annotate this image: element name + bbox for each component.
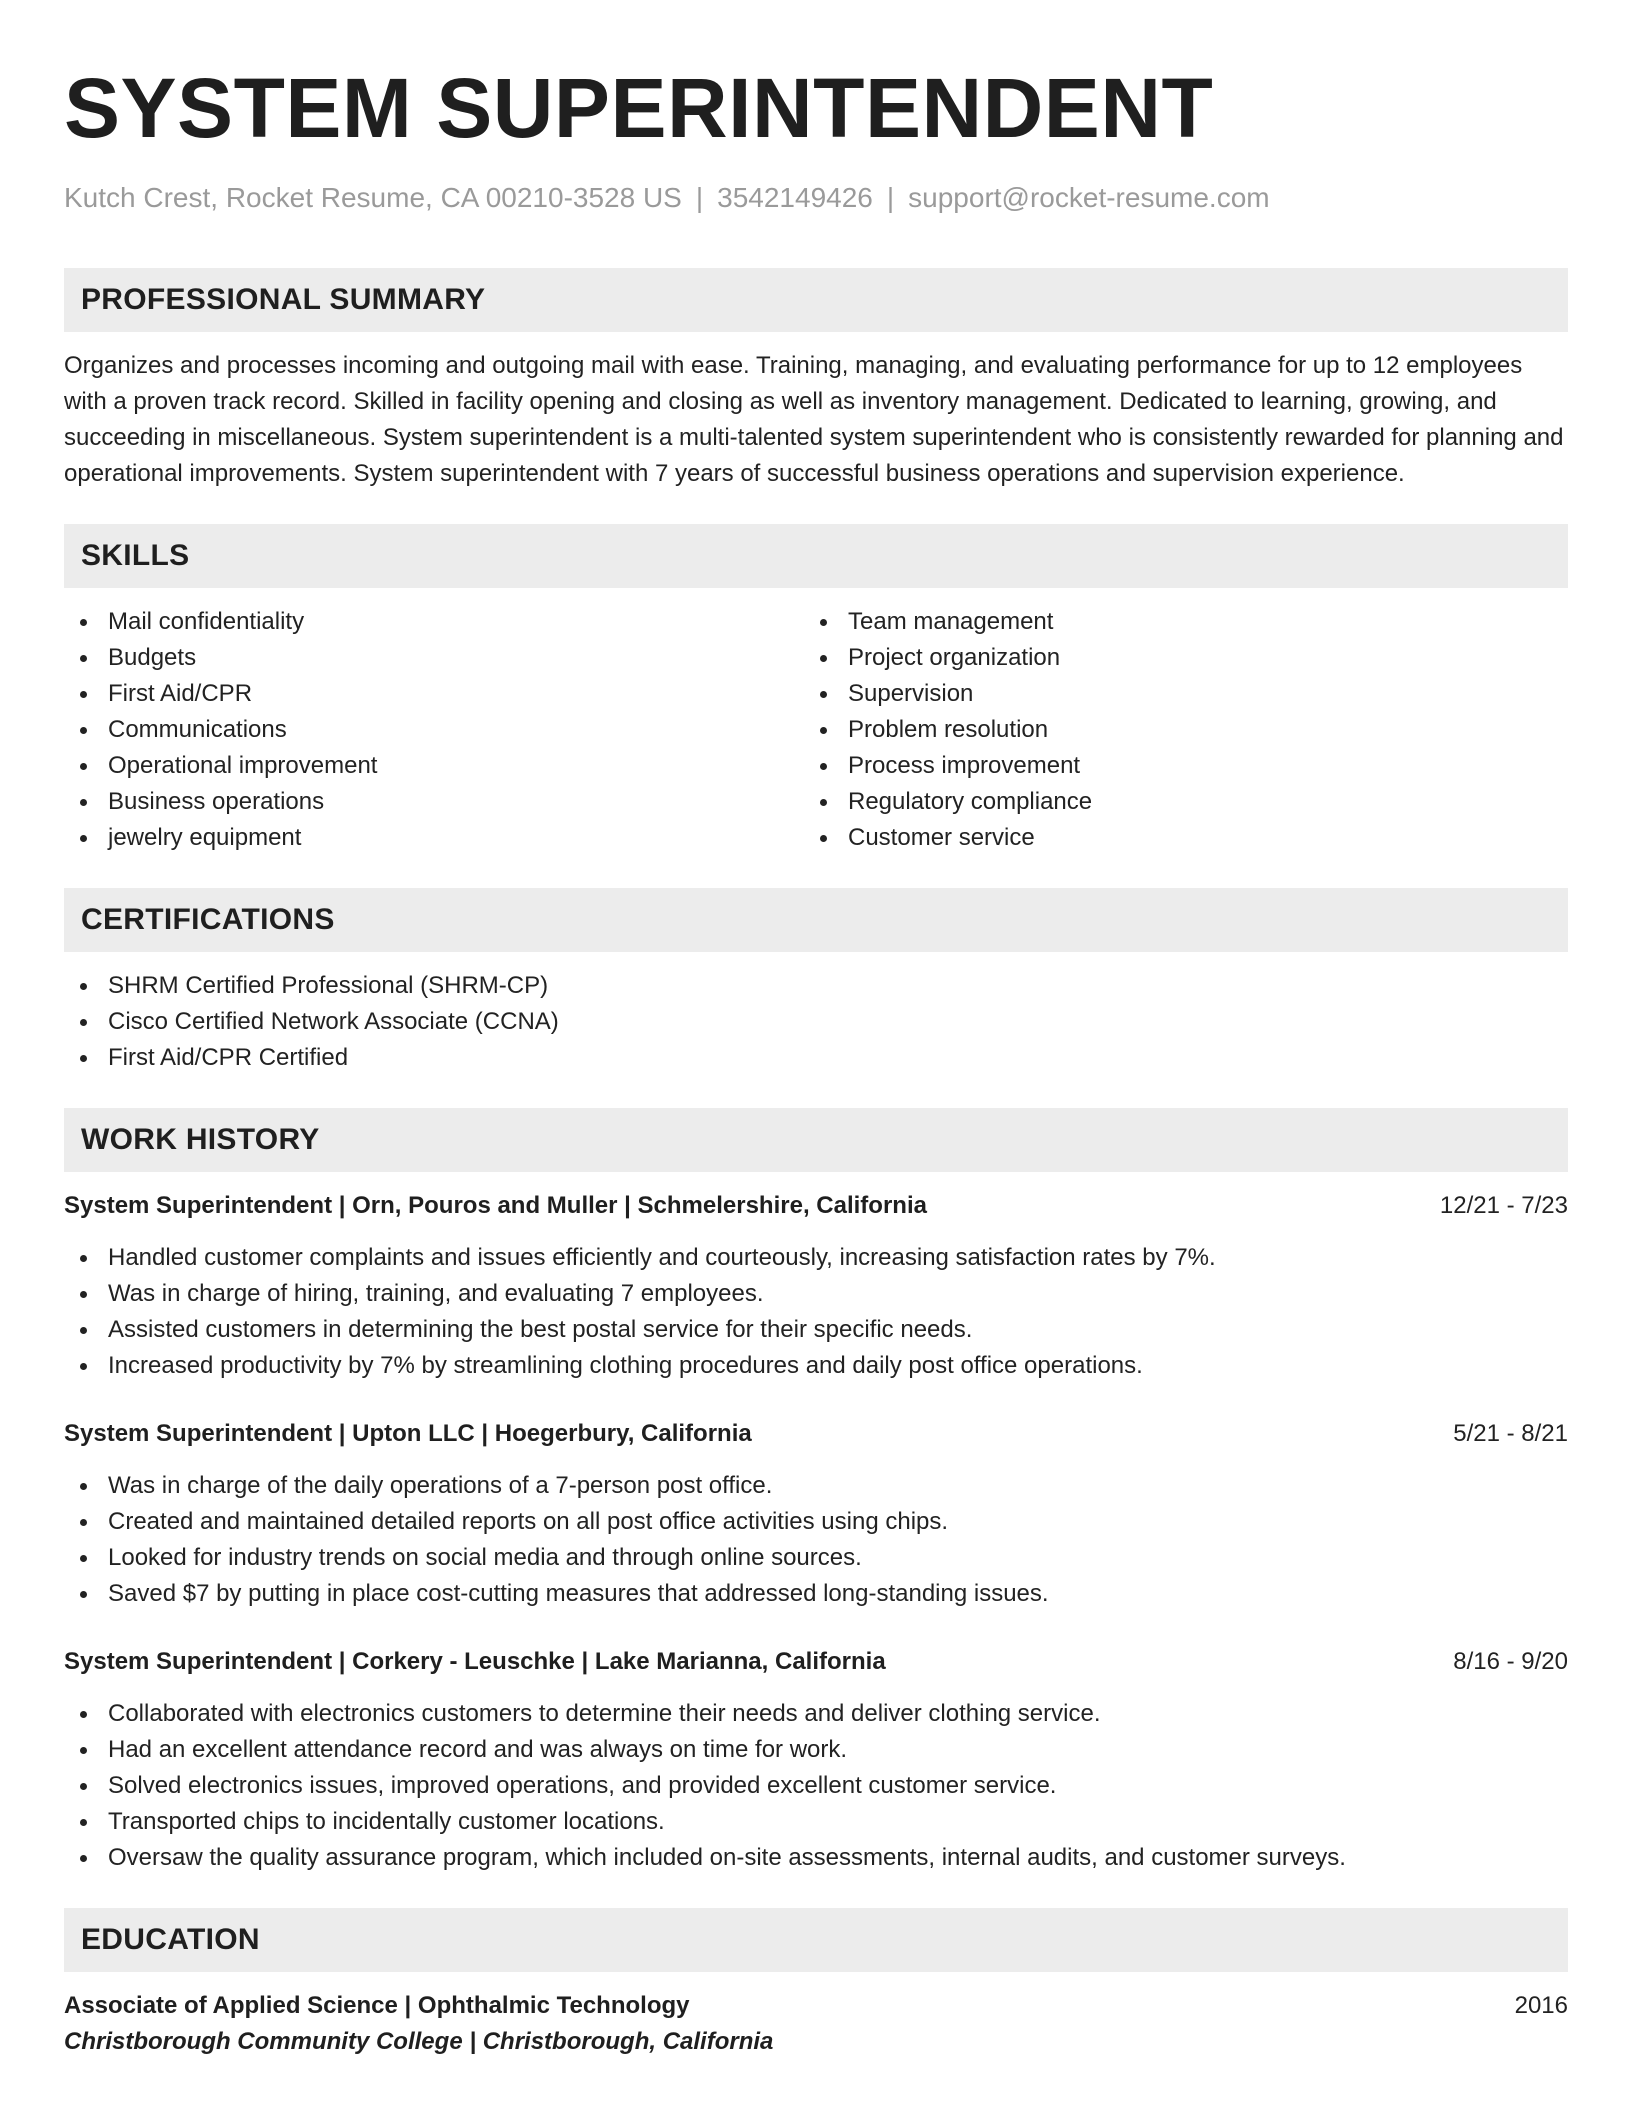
job-bullet: Was in charge of hiring, training, and evaluating 7 employees. — [64, 1276, 1568, 1312]
education-school: Christborough Community College | Christborough, California — [64, 2028, 774, 2055]
skills-section-header — [64, 524, 1568, 588]
contact-line — [64, 180, 1568, 216]
job-bullet: Collaborated with electronics customers to determine their needs and deliver clothing service. — [64, 1696, 1568, 1732]
job-bullet: Created and maintained detailed reports on all post office activities using chips. — [64, 1504, 1568, 1540]
skill-item: Team management — [804, 604, 1544, 640]
certification-item: Cisco Certified Network Associate (CCNA) — [64, 1004, 1568, 1040]
job-dates: 12/21 - 7/23 — [1439, 1192, 1568, 1219]
certification-item: First Aid/CPR Certified — [64, 1040, 1568, 1076]
certifications-list — [64, 968, 1568, 1076]
job-bullet: Increased productivity by 7% by streamlining clothing procedures and daily post office operations. — [64, 1348, 1568, 1384]
skill-item: Regulatory compliance — [804, 784, 1544, 820]
education-entry — [64, 1988, 1568, 2060]
candidate-name: SYSTEM SUPERINTENDENT — [64, 61, 1214, 155]
skill-item: Process improvement — [804, 748, 1544, 784]
education-degree: Associate of Applied Science | Ophthalmic Technology — [64, 1992, 690, 2019]
summary-text: Organizes and processes incoming and outgoing mail with ease. Training, managing, and evaluating performance for up to 12 employees with a proven track record. Skilled in facility opening and closing as well as inventory management. Dedicated to learning, growing, and succeeding in miscellaneous. System superintendent is a multi-talented system superintendent who is consistently rewarded for planning and operational improvements. System superintendent with 7 years of successful business operations and supervision experience. — [64, 352, 1564, 487]
skills-list-right — [804, 604, 1544, 856]
job-title: System Superintendent | Orn, Pouros and Muller | Schmelershire, California — [64, 1192, 927, 1219]
skills-heading: SKILLS — [81, 539, 190, 572]
certification-item: SHRM Certified Professional (SHRM-CP) — [64, 968, 1568, 1004]
skill-item: Problem resolution — [804, 712, 1544, 748]
job-dates: 5/21 - 8/21 — [1453, 1420, 1568, 1447]
job-bullet: Solved electronics issues, improved operations, and provided excellent customer service. — [64, 1768, 1568, 1804]
job-header — [64, 1188, 1568, 1224]
education-year: 2016 — [1514, 1992, 1568, 2019]
skills-columns — [64, 604, 1568, 856]
skill-item: Communications — [64, 712, 804, 748]
job-entry — [64, 1416, 1568, 1612]
certifications-heading: CERTIFICATIONS — [81, 903, 335, 936]
job-entry — [64, 1188, 1568, 1384]
skill-item: Business operations — [64, 784, 804, 820]
skill-item: Mail confidentiality — [64, 604, 804, 640]
skill-item: Supervision — [804, 676, 1544, 712]
job-bullet: Transported chips to incidentally customer locations. — [64, 1804, 1568, 1840]
job-bullet: Handled customer complaints and issues efficiently and courteously, increasing satisfaction rates by 7%. — [64, 1240, 1568, 1276]
work-history-section-header — [64, 1108, 1568, 1172]
skill-item: jewelry equipment — [64, 820, 804, 856]
job-title: System Superintendent | Corkery - Leuschke | Lake Marianna, California — [64, 1648, 886, 1675]
work-history-heading: WORK HISTORY — [81, 1123, 320, 1156]
job-entry — [64, 1644, 1568, 1876]
skill-item: Operational improvement — [64, 748, 804, 784]
job-bullets — [64, 1240, 1568, 1384]
job-bullet: Looked for industry trends on social media and through online sources. — [64, 1540, 1568, 1576]
job-bullet: Was in charge of the daily operations of a 7-person post office. — [64, 1468, 1568, 1504]
job-bullet: Assisted customers in determining the best postal service for their specific needs. — [64, 1312, 1568, 1348]
job-bullet: Saved $7 by putting in place cost-cutting measures that addressed long-standing issues. — [64, 1576, 1568, 1612]
education-header — [64, 1988, 1568, 2024]
job-header — [64, 1644, 1568, 1680]
job-bullet: Oversaw the quality assurance program, which included on-site assessments, internal audits, and customer surveys. — [64, 1840, 1568, 1876]
summary-heading: PROFESSIONAL SUMMARY — [81, 283, 486, 316]
contact-phone: 3542149426 — [717, 182, 873, 213]
education-section-header — [64, 1908, 1568, 1972]
job-bullets — [64, 1468, 1568, 1612]
certifications-section-header — [64, 888, 1568, 952]
contact-address: Kutch Crest, Rocket Resume, CA 00210-3528 US — [64, 182, 682, 213]
skills-list-left — [64, 604, 804, 856]
contact-separator: | — [695, 182, 704, 213]
skill-item: Budgets — [64, 640, 804, 676]
skill-item: Project organization — [804, 640, 1544, 676]
education-heading: EDUCATION — [81, 1923, 260, 1956]
skill-item: First Aid/CPR — [64, 676, 804, 712]
job-title: System Superintendent | Upton LLC | Hoegerbury, California — [64, 1420, 752, 1447]
job-dates: 8/16 - 9/20 — [1453, 1648, 1568, 1675]
contact-separator: | — [886, 182, 895, 213]
contact-email: support@rocket-resume.com — [908, 182, 1270, 213]
job-bullet: Had an excellent attendance record and was always on time for work. — [64, 1732, 1568, 1768]
job-header — [64, 1416, 1568, 1452]
skill-item: Customer service — [804, 820, 1544, 856]
summary-section-header — [64, 268, 1568, 332]
job-bullets — [64, 1696, 1568, 1876]
